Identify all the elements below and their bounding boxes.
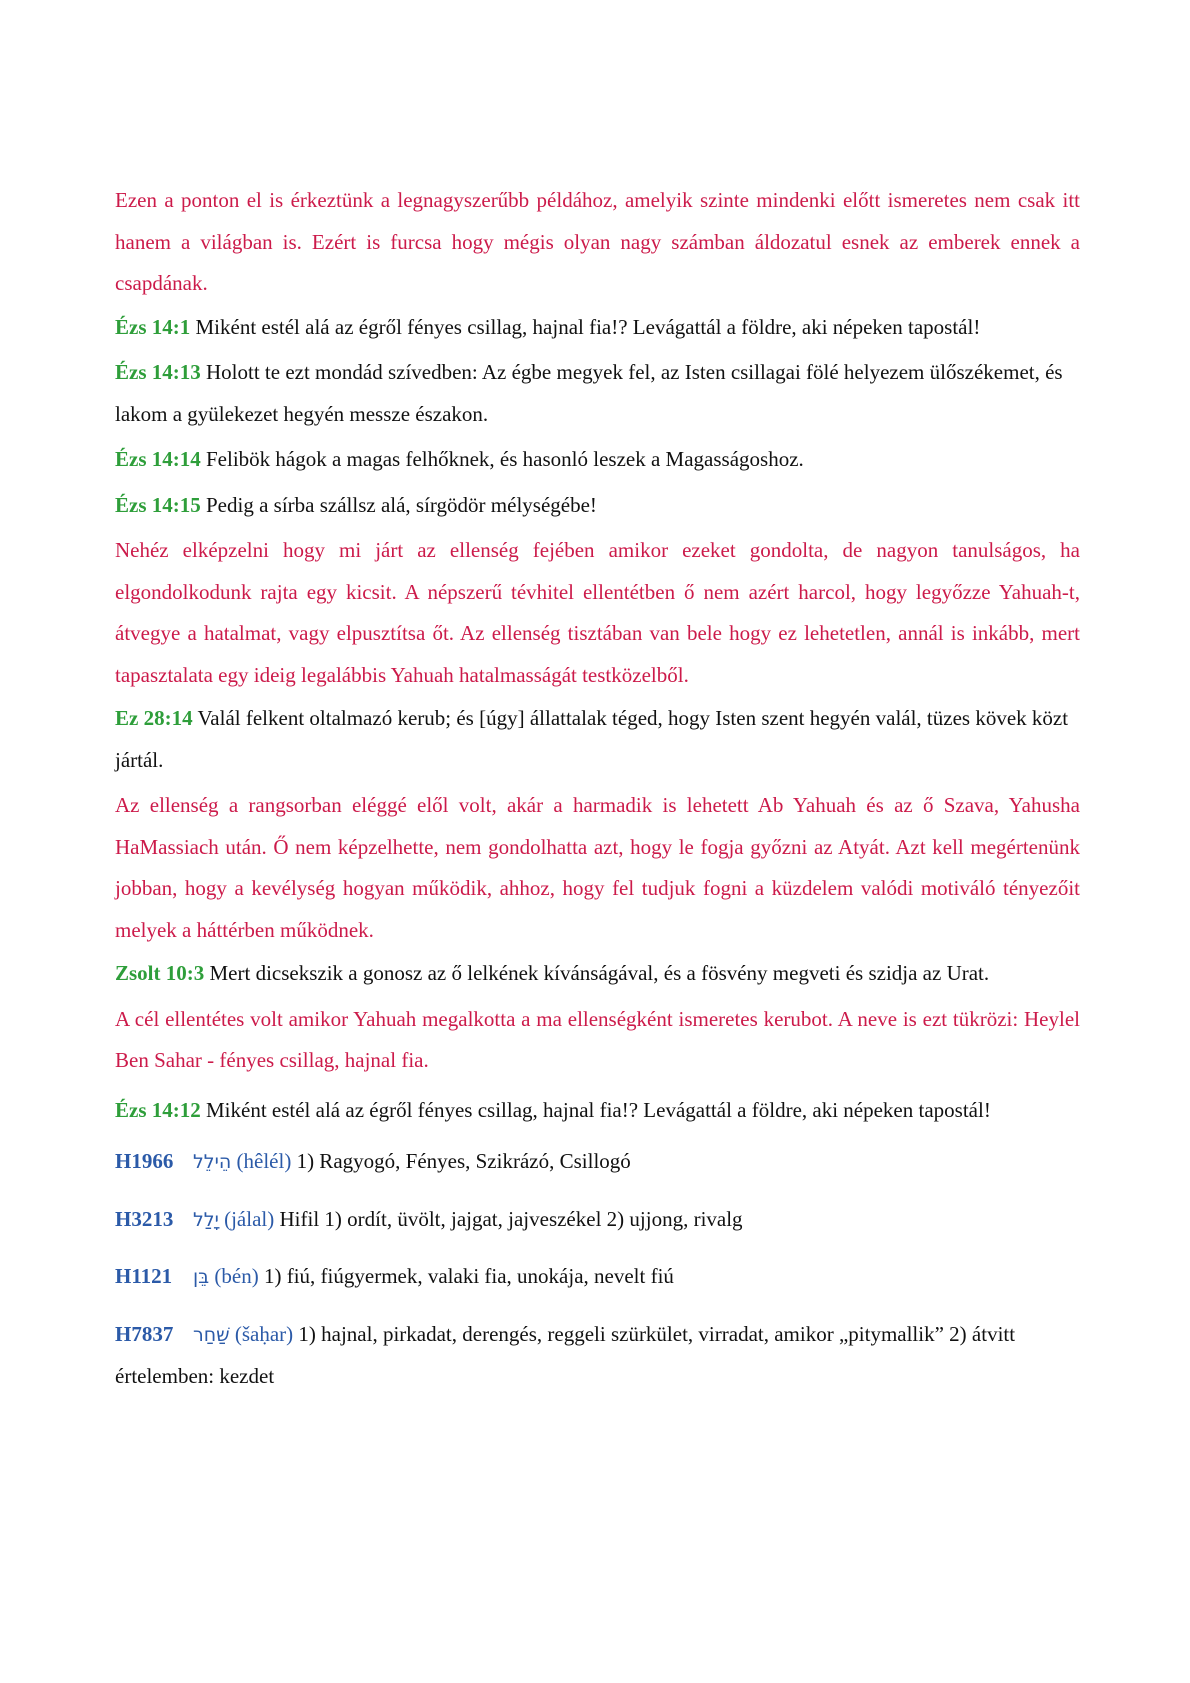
strongs-definition: 1) Ragyogó, Fényes, Szikrázó, Csillogó (291, 1149, 631, 1173)
verse-text: Miként estél alá az égről fényes csillag, hajnal fia!? Levágattál a földre, aki népeken tapostál! (190, 314, 981, 339)
verse-reference: Ézs 14:15 (115, 492, 201, 517)
verse-reference: Ézs 14:13 (115, 360, 201, 384)
commentary-paragraph: Nehéz elképzelni hogy mi járt az ellenség fejében amikor ezeket gondolta, de nagyon tanulságos, ha elgondolkodunk rajta egy kicsit. A népszerű tévhitel ellentétben ő nem azért harcol, hogy legyőzze Yahuah-t, átvegye a hatalmat, vagy elpusztítsa őt. Az ellenség tisztában van bele hogy ez lehetetlen, annál is inkább, mert tapasztalata egy ideig legalábbis Yahuah hatalmasságát testközelből. (115, 538, 1080, 687)
verse-text: Felibök hágok a magas felhőknek, és hasonló leszek a Magasságoshoz. (200, 447, 804, 471)
strongs-number: H7837 (115, 1321, 174, 1346)
verse-text: Holott te ezt mondád szívedben: Az égbe megyek fel, az Isten csillagai fölé helyezem ülőszékemet, és lakom a gyülekezet hegyén messze északon. (115, 360, 1063, 426)
transliteration: (jálal) (224, 1206, 275, 1231)
strongs-definition: 1) fiú, fiúgyermek, valaki fia, unokája, nevelt fiú (258, 1264, 674, 1288)
strongs-definition: 1) hajnal, pirkadat, derengés, reggeli szürkület, virradat, amikor „pitymallik” 2) átvitt értelemben: kezdet (115, 1321, 1016, 1388)
verse-paragraph (115, 1090, 1080, 1132)
document-page (115, 180, 1080, 1413)
verse-paragraph (115, 485, 1080, 527)
verse-text: Miként estél alá az égről fényes csillag, hajnal fia!? Levágattál a földre, aki népeken tapostál! (200, 1097, 991, 1122)
strongs-entry (115, 1199, 1080, 1242)
strongs-number: H1966 (115, 1149, 174, 1173)
verse-paragraph (115, 439, 1080, 481)
strongs-entry (115, 1141, 1080, 1184)
strongs-number: H3213 (115, 1206, 174, 1231)
verse-text: Valál felkent oltalmazó kerub; és [úgy] állattalak téged, hogy Isten szent hegyén valál, tüzes kövek közt jártál. (115, 706, 1069, 772)
strongs-definition: Hifil 1) ordít, üvölt, jajgat, jajveszékel 2) ujjong, rivalg (274, 1206, 743, 1231)
verse-text: Mert dicsekszik a gonosz az ő lelkének kívánságával, és a fösvény megveti és szidja az Urat. (204, 961, 990, 985)
transliteration: (šaḥar) (234, 1321, 294, 1346)
commentary-paragraph: Ezen a ponton el is érkeztünk a legnagyszerűbb példához, amelyik szinte mindenki előtt ismeretes nem csak itt hanem a világban is. Ezért is furcsa hogy mégis olyan nagy számban áldozatul esnek az emberek ennek a csapdának. (115, 188, 1080, 295)
verse-reference: Ézs 14:12 (115, 1097, 201, 1122)
verse-reference: Ézs 14:14 (115, 447, 201, 471)
verse-text: Pedig a sírba szállsz alá, sírgödör mélységébe! (200, 492, 597, 517)
verse-paragraph (115, 698, 1080, 781)
hebrew-word: שַׁחַר (193, 1323, 230, 1346)
strongs-entry (115, 1256, 1080, 1299)
hebrew-word: הֵילֵל (193, 1151, 232, 1173)
hebrew-word: בֵּן (193, 1266, 210, 1288)
verse-reference: Ézs 14:1 (115, 314, 191, 339)
strongs-number: H1121 (115, 1264, 173, 1288)
hebrew-word: יָלַל (193, 1208, 219, 1231)
verse-paragraph (115, 953, 1080, 995)
verse-reference: Ez 28:14 (115, 706, 193, 730)
strongs-entry (115, 1314, 1080, 1398)
commentary-paragraph: Az ellenség a rangsorban eléggé elől volt, akár a harmadik is lehetett Ab Yahuah és az ő Szava, Yahusha HaMassiach után. Ő nem képzelhette, nem gondolhatta azt, hogy le fogja győzni az Atyát. Azt kell megértenünk jobban, hogy a kevélység hogyan működik, ahhoz, hogy fel tudjuk fogni a küzdelem valódi motiváló tényezőit melyek a háttérben működnek. (115, 793, 1080, 942)
verse-paragraph (115, 307, 1080, 349)
verse-paragraph (115, 352, 1080, 435)
transliteration: (bén) (214, 1264, 259, 1288)
verse-reference: Zsolt 10:3 (115, 961, 205, 985)
commentary-paragraph: A cél ellentétes volt amikor Yahuah megalkotta a ma ellenségként ismeretes kerubot. A neve is ezt tükrözi: Heylel Ben Sahar - fényes csillag, hajnal fia. (115, 1006, 1080, 1072)
transliteration: (hêlél) (236, 1149, 292, 1173)
